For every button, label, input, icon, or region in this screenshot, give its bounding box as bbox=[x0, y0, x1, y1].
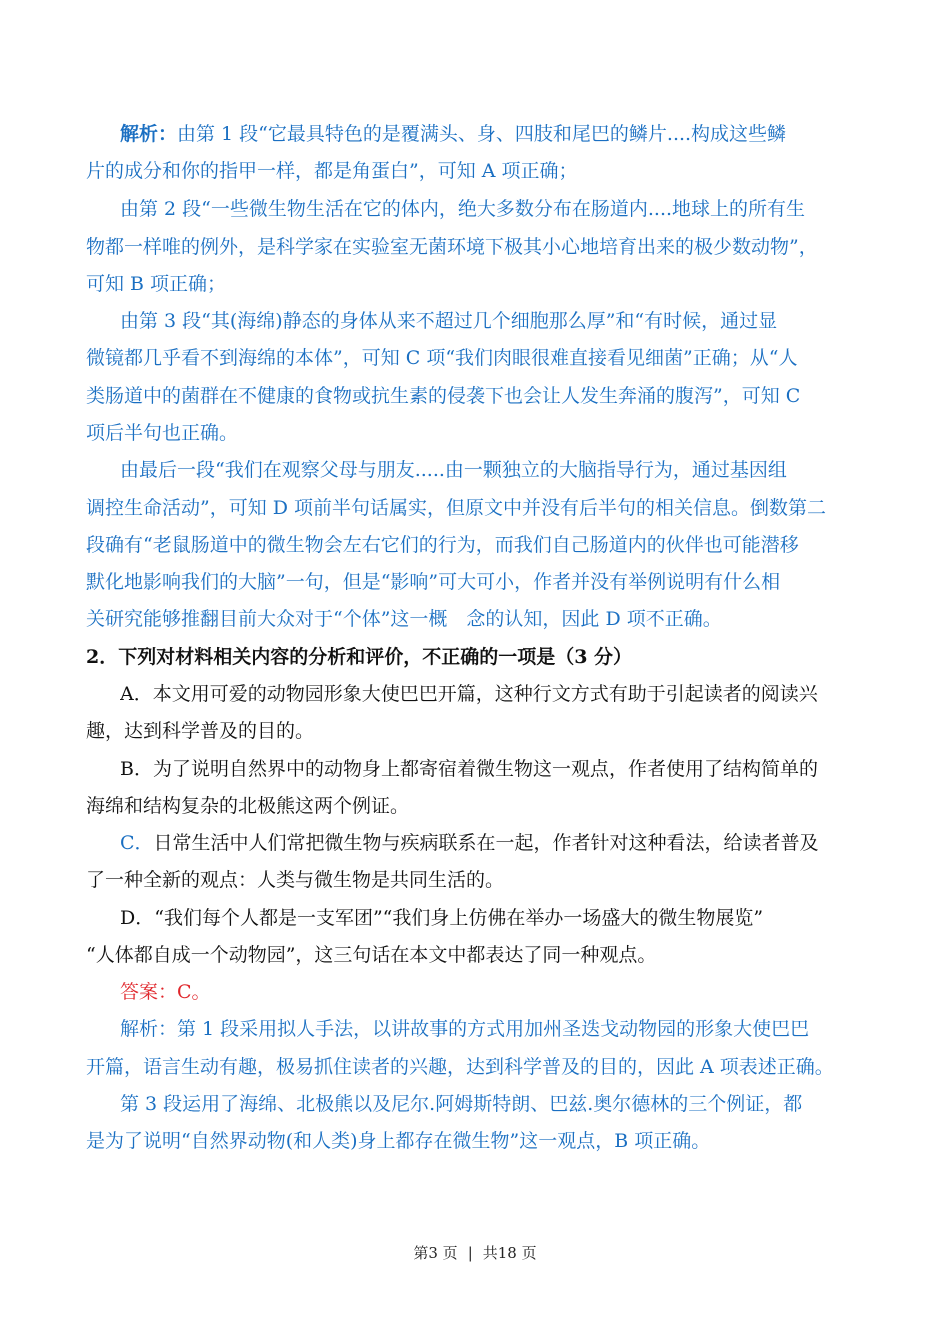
answer-analysis-2-line-1: 第 3 段运用了海绵、北极熊以及尼尔.阿姆斯特朗、巴兹.奥尔德林的三个例证，都 bbox=[120, 1093, 803, 1115]
analysis-paragraph-1-line-2: 片的成分和你的指甲一样，都是角蛋白”，可知 A 项正确； bbox=[86, 160, 578, 182]
answer-line: 答案：C。 bbox=[120, 981, 211, 1003]
option-c-text: 日常生活中人们常把微生物与疾病联系在一起，作者针对这种看法，给读者普及 bbox=[153, 832, 819, 854]
question-2-stem: 2．下列对材料相关内容的分析和评价，不正确的一项是（3 分） bbox=[86, 646, 633, 668]
analysis-label: 解析： bbox=[120, 123, 178, 145]
option-b-line-2: 海绵和结构复杂的北极熊这两个例证。 bbox=[86, 795, 410, 817]
analysis-paragraph-2-line-1: 由第 2 段“一些微生物生活在它的体内，绝大多数分布在肠道内....地球上的所有生 bbox=[120, 198, 806, 220]
analysis-paragraph-2-line-3: 可知 B 项正确； bbox=[86, 273, 227, 295]
page-number: 第3 页 bbox=[413, 1244, 458, 1262]
analysis-paragraph-3-line-2: 微镜都几乎看不到海绵的本体”，可知 C 项“我们肉眼很难直接看见细菌”正确；从“人 bbox=[86, 347, 798, 369]
answer-analysis-2-line-2: 是为了说明“自然界动物(和人类)身上都存在微生物”这一观点，B 项正确。 bbox=[86, 1130, 711, 1152]
total-pages: 共18 页 bbox=[482, 1244, 537, 1262]
option-c-line-2: 了一种全新的观点：人类与微生物是共同生活的。 bbox=[86, 869, 505, 891]
analysis-paragraph-4-line-1: 由最后一段“我们在观察父母与朋友.....由一颗独立的大脑指导行为，通过基因组 bbox=[120, 459, 787, 481]
analysis-paragraph-3-line-4: 项后半句也正确。 bbox=[86, 422, 239, 444]
option-c-line-1 bbox=[120, 831, 866, 855]
answer-analysis-1-line-1: 解析：第 1 段采用拟人手法，以讲故事的方式用加州圣迭戈动物园的形象大使巴巴 bbox=[120, 1018, 810, 1040]
analysis-paragraph-4-line-4: 默化地影响我们的大脑”一句，但是“影响”可大可小，作者并没有举例说明有什么相 bbox=[86, 571, 781, 593]
analysis-paragraph-1-line-1: 解析：由第 1 段“它最具特色的是覆满头、身、四肢和尾巴的鳞片....构成这些鳞 bbox=[120, 123, 787, 145]
option-b-line-1: B．为了说明自然界中的动物身上都寄宿着微生物这一观点，作者使用了结构简单的 bbox=[120, 758, 818, 780]
analysis-paragraph-3-line-1: 由第 3 段“其(海绵)静态的身体从来不超过几个细胞那么厚”和“有时候，通过显 bbox=[120, 310, 778, 332]
footer-separator: | bbox=[467, 1244, 473, 1262]
option-c-letter: C． bbox=[120, 832, 154, 854]
option-a-line-1: A．本文用可爱的动物园形象大使巴巴开篇，这种行文方式有助于引起读者的阅读兴 bbox=[120, 683, 818, 705]
option-d-line-2: “人体都自成一个动物园”，这三句话在本文中都表达了同一种观点。 bbox=[86, 944, 657, 966]
analysis-paragraph-3-line-3: 类肠道中的菌群在不健康的食物或抗生素的侵袭下也会让人发生奔涌的腹泻”，可知 C bbox=[86, 385, 801, 407]
analysis-paragraph-4-line-3: 段确有“老鼠肠道中的微生物会左右它们的行为，而我们自己肠道内的伙伴也可能潜移 bbox=[86, 534, 799, 556]
option-d-line-1: D．“我们每个人都是一支军团”“我们身上仿佛在举办一场盛大的微生物展览” bbox=[120, 907, 764, 929]
answer-analysis-1-line-2: 开篇，语言生动有趣，极易抓住读者的兴趣，达到科学普及的目的，因此 A 项表述正确。 bbox=[86, 1056, 834, 1078]
page-footer bbox=[0, 1242, 950, 1263]
analysis-paragraph-2-line-2: 物都一样唯的例外，是科学家在实验室无菌环境下极其小心地培育出来的极少数动物”， bbox=[86, 236, 818, 258]
option-a-line-2: 趣，达到科学普及的目的。 bbox=[86, 720, 315, 742]
analysis-paragraph-4-line-5: 关研究能够推翻目前大众对于“个体”这一概 念的认知，因此 D 项不正确。 bbox=[86, 608, 722, 630]
analysis-paragraph-4-line-2: 调控生命活动”，可知 D 项前半句话属实，但原文中并没有后半句的相关信息。倒数第二 bbox=[86, 497, 827, 519]
